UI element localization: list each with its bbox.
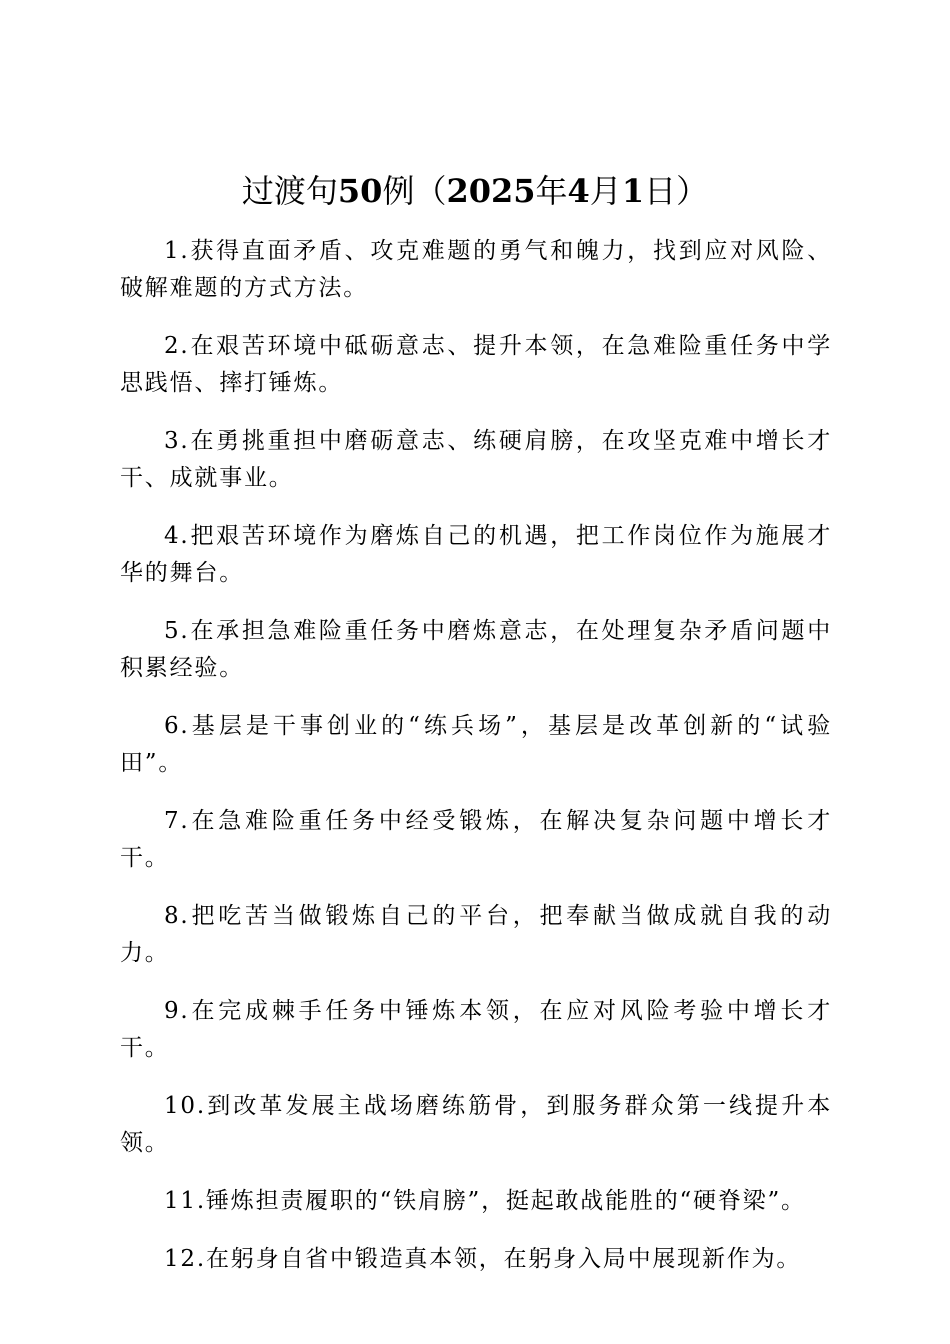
title-text-5: 日） (644, 172, 709, 210)
list-item-10: 10.到改革发展主战场磨练筋骨，到服务群众第一线提升本领。 (120, 1093, 832, 1156)
title-day: 1 (621, 172, 645, 210)
title-text-2: 例（ (382, 172, 447, 210)
list-item-12: 12.在躬身自省中锻造真本领，在躬身入局中展现新作为。 (164, 1246, 802, 1272)
document-body (120, 233, 832, 1299)
title-text-1: 过渡句 (241, 172, 338, 210)
document-title (120, 166, 830, 216)
title-year: 2025 (446, 172, 536, 210)
list-item-11: 11.锤炼担责履职的“铁肩膀”，挺起敢战能胜的“硬脊梁”。 (164, 1188, 806, 1214)
list-item-3: 3.在勇挑重担中磨砺意志、练硬肩膀，在攻坚克难中增长才干、成就事业。 (120, 428, 832, 491)
list-item-5: 5.在承担急难险重任务中磨炼意志，在处理复杂矛盾问题中积累经验。 (120, 618, 832, 681)
list-item-2: 2.在艰苦环境中砥砺意志、提升本领，在急难险重任务中学思践悟、摔打锤炼。 (120, 333, 832, 396)
list-item-9: 9.在完成棘手任务中锤炼本领，在应对风险考验中增长才干。 (120, 998, 832, 1061)
list-item-8: 8.把吃苦当做锻炼自己的平台，把奉献当做成就自我的动力。 (120, 903, 832, 966)
list-item-1: 1.获得直面矛盾、攻克难题的勇气和魄力，找到应对风险、破解难题的方式方法。 (120, 238, 832, 301)
list-item-4: 4.把艰苦环境作为磨炼自己的机遇，把工作岗位作为施展才华的舞台。 (120, 523, 832, 586)
list-item-6: 6.基层是干事创业的“练兵场”，基层是改革创新的“试验田”。 (120, 713, 832, 776)
title-text-4: 月 (589, 172, 622, 210)
title-number-count: 50 (337, 172, 383, 210)
list-item-7: 7.在急难险重任务中经受锻炼，在解决复杂问题中增长才干。 (120, 808, 832, 871)
title-month: 4 (567, 172, 590, 210)
title-text-3: 年 (535, 172, 568, 210)
